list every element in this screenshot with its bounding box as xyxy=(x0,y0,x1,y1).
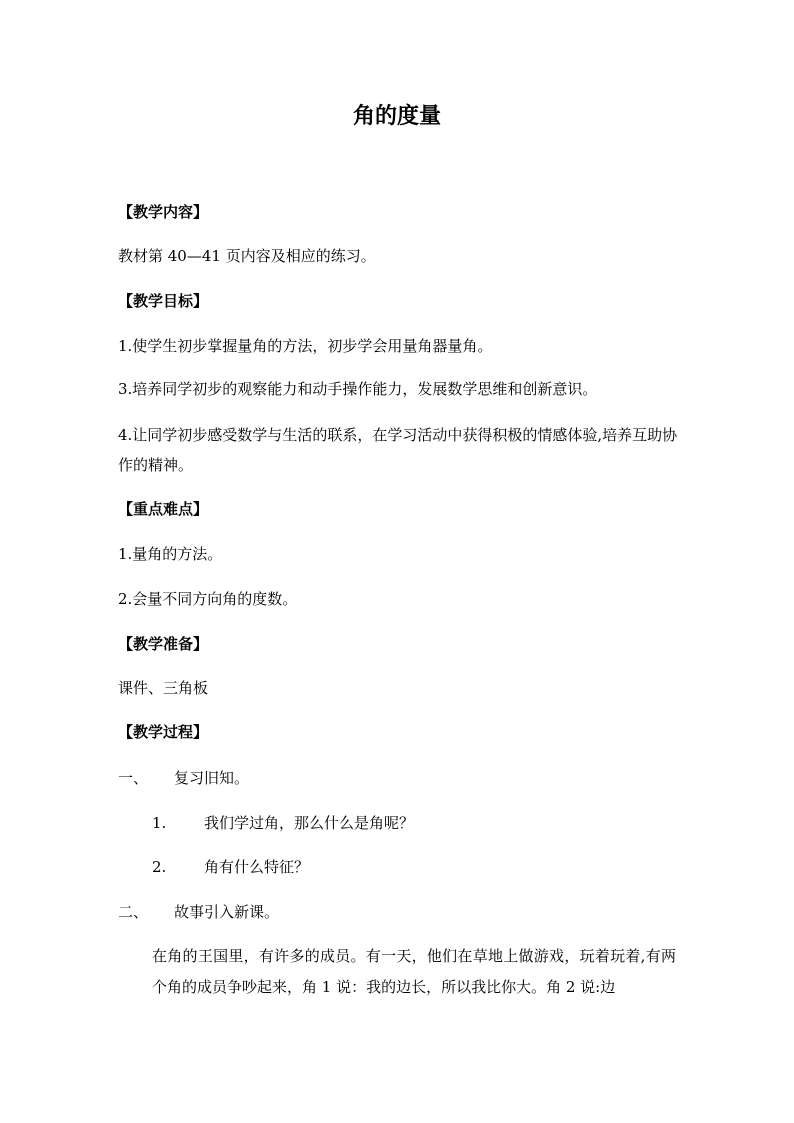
subitem-number: 2. xyxy=(152,858,167,876)
section-heading-process: 【教学过程】 xyxy=(118,723,209,741)
subitem-number: 1. xyxy=(152,814,167,832)
goal-item-1: 1.使学生初步掌握量角的方法，初步学会用量角器量角。 xyxy=(118,337,493,355)
section-heading-content: 【教学内容】 xyxy=(118,203,209,221)
process-subitem-2 xyxy=(152,856,722,878)
preparation-text: 课件、三角板 xyxy=(118,679,209,697)
step-number: 二、 xyxy=(118,903,149,921)
process-step-1 xyxy=(118,767,688,789)
section-heading-preparation: 【教学准备】 xyxy=(118,635,209,653)
subitem-text: 我们学过角，那么什么是角呢？ xyxy=(204,814,415,832)
step-label: 故事引入新课。 xyxy=(174,903,280,921)
step-number: 一、 xyxy=(118,769,149,787)
section-heading-goals: 【教学目标】 xyxy=(118,292,209,310)
page-title: 角的度量 xyxy=(352,104,441,129)
story-paragraph: 在角的王国里，有许多的成员。有一天，他们在草地上做游戏，玩着玩着,有两个角的成员争吵起来，角 1 说：我的边长，所以我比你大。角 2 说:边 xyxy=(152,947,676,996)
step-label: 复习旧知。 xyxy=(174,769,250,787)
key-point-item-1: 1.量角的方法。 xyxy=(118,545,223,563)
process-subitem-1 xyxy=(152,812,722,834)
content-text: 教材第 40—41 页内容及相应的练习。 xyxy=(118,247,376,265)
subitem-text: 角有什么特征？ xyxy=(204,858,310,876)
goal-item-3: 3.培养同学初步的观察能力和动手操作能力，发展数学思维和创新意识。 xyxy=(118,380,598,398)
process-step-2 xyxy=(118,901,688,923)
section-heading-key-points: 【重点难点】 xyxy=(118,500,209,518)
goal-item-4: 4.让同学初步感受数学与生活的联系，在学习活动中获得积极的情感体验,培养互助协作的精神。 xyxy=(118,426,678,474)
key-point-item-2: 2.会量不同方向角的度数。 xyxy=(118,590,298,608)
